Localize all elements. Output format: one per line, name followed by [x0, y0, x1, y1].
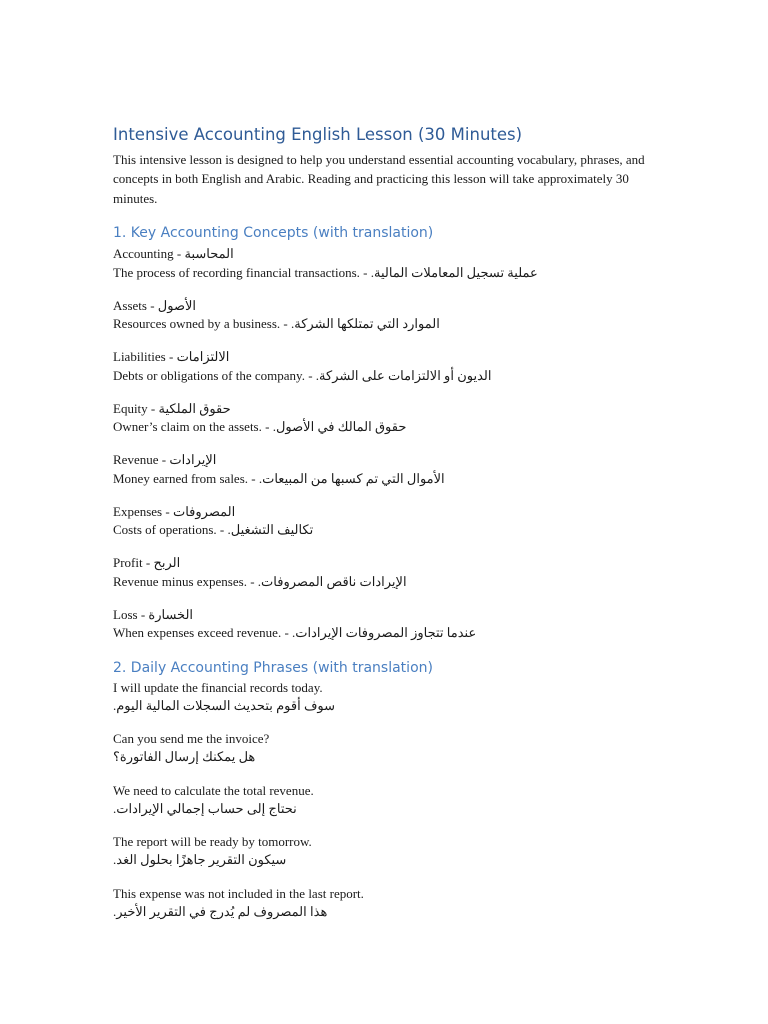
definition-en: Owner’s claim on the assets.	[113, 419, 262, 435]
term-ar: حقوق الملكية	[158, 400, 231, 416]
definition-line: Revenue minus expenses. - الإيرادات ناقص المصروفات.	[113, 573, 407, 589]
concept-loss	[113, 606, 653, 643]
definition-ar: الإيرادات ناقص المصروفات.	[257, 573, 407, 589]
phrase-ar-line	[113, 851, 653, 869]
document-title: Intensive Accounting English Lesson (30 Minutes)	[113, 125, 523, 144]
term-en: Liabilities	[113, 349, 166, 365]
definition-en: Costs of operations.	[113, 522, 217, 538]
term-ar: المصروفات	[172, 503, 236, 519]
definition-en: The process of recording financial transactions.	[113, 264, 360, 280]
concept-accounting	[113, 245, 653, 282]
phrase-item	[113, 730, 653, 766]
term-line: Liabilities - الالتزامات	[113, 349, 230, 365]
term-en: Equity	[113, 400, 148, 416]
definition-en: Debts or obligations of the company.	[113, 367, 305, 383]
definition-en: Resources owned by a business.	[113, 316, 281, 332]
term-en: Expenses	[113, 503, 163, 519]
section-2-heading: 2. Daily Accounting Phrases (with translation)	[113, 659, 433, 676]
definition-ar: الأموال التي تم كسبها من المبيعات.	[258, 470, 445, 486]
definition-line: The process of recording financial transactions. - عملية تسجيل المعاملات المالية.	[113, 264, 538, 280]
term-line: Profit - الربح	[113, 555, 181, 571]
term-en: Revenue	[113, 452, 159, 468]
term-en: Assets	[113, 297, 147, 313]
phrase-item	[113, 833, 653, 869]
definition-line: Debts or obligations of the company. - الديون أو الالتزامات على الشركة.	[113, 367, 492, 383]
phrase-ar-line	[113, 800, 653, 818]
definition-en: When expenses exceed revenue.	[113, 625, 282, 641]
term-line: Accounting - المحاسبة	[113, 246, 234, 262]
concept-revenue	[113, 451, 653, 488]
phrase-en: I will update the financial records today.	[113, 679, 323, 695]
phrase-en: The report will be ready by tomorrow.	[113, 834, 312, 850]
definition-en: Money earned from sales.	[113, 470, 249, 486]
phrase-ar: سوف أقوم بتحديث السجلات المالية اليوم.	[113, 697, 336, 713]
concept-equity	[113, 400, 653, 437]
section-1-heading: 1. Key Accounting Concepts (with translation)	[113, 225, 434, 242]
concept-assets	[113, 297, 653, 334]
phrase-ar-line	[113, 697, 653, 715]
definition-line: Costs of operations. - تكاليف التشغيل.	[113, 522, 314, 538]
phrases-list	[113, 679, 653, 921]
definition-ar: الديون أو الالتزامات على الشركة.	[315, 367, 492, 383]
definition-line: Owner’s claim on the assets. - حقوق المالك في الأصول.	[113, 419, 407, 435]
definition-ar: تكاليف التشغيل.	[227, 522, 314, 538]
term-ar: الالتزامات	[176, 349, 230, 365]
definition-line: Resources owned by a business. - الموارد التي تمتلكها الشركة.	[113, 316, 440, 332]
term-ar: الأصول	[157, 297, 197, 313]
concepts-list	[113, 245, 653, 643]
definition-ar: عملية تسجيل المعاملات المالية.	[370, 264, 538, 280]
phrase-ar: هذا المصروف لم يُدرج في التقرير الأخير.	[113, 903, 328, 919]
phrase-en: This expense was not included in the last report.	[113, 885, 364, 901]
term-line: Equity - حقوق الملكية	[113, 400, 231, 416]
term-ar: المحاسبة	[184, 246, 234, 262]
definition-ar: الموارد التي تمتلكها الشركة.	[291, 316, 440, 332]
term-ar: الإيرادات	[169, 452, 217, 468]
phrase-ar-line	[113, 748, 653, 766]
phrase-item	[113, 679, 653, 715]
phrase-ar-line	[113, 903, 653, 921]
document-page	[113, 124, 653, 936]
definition-ar: حقوق المالك في الأصول.	[272, 419, 407, 435]
term-line: Revenue - الإيرادات	[113, 452, 217, 468]
term-en: Loss	[113, 606, 138, 622]
definition-ar: عندما تتجاوز المصروفات الإيرادات.	[292, 625, 477, 641]
concept-profit	[113, 554, 653, 591]
phrase-item	[113, 885, 653, 921]
intro-paragraph: This intensive lesson is designed to help you understand essential accounting vocabulary, phrases, and concepts in both English and Arabic. Reading and practicing this lesson will take approximately 30 minutes.	[113, 152, 645, 206]
definition-line: Money earned from sales. - الأموال التي تم كسبها من المبيعات.	[113, 470, 445, 486]
concept-liabilities	[113, 348, 653, 385]
term-ar: الخسارة	[148, 606, 194, 622]
phrase-ar: نحتاج إلى حساب إجمالي الإيرادات.	[113, 800, 297, 816]
term-ar: الربح	[153, 555, 181, 571]
definition-en: Revenue minus expenses.	[113, 573, 247, 589]
phrase-item	[113, 782, 653, 818]
term-line: Assets - الأصول	[113, 297, 197, 313]
concept-expenses	[113, 503, 653, 540]
definition-line: When expenses exceed revenue. - عندما تتجاوز المصروفات الإيرادات.	[113, 625, 477, 641]
term-line: Loss - الخسارة	[113, 606, 194, 622]
term-en: Profit	[113, 555, 143, 571]
phrase-en: Can you send me the invoice?	[113, 731, 270, 747]
term-en: Accounting	[113, 246, 174, 262]
phrase-ar: هل يمكنك إرسال الفاتورة؟	[113, 749, 256, 765]
phrase-en: We need to calculate the total revenue.	[113, 782, 314, 798]
term-line: Expenses - المصروفات	[113, 503, 236, 519]
phrase-ar: سيكون التقرير جاهزًا بحلول الغد.	[113, 852, 287, 868]
